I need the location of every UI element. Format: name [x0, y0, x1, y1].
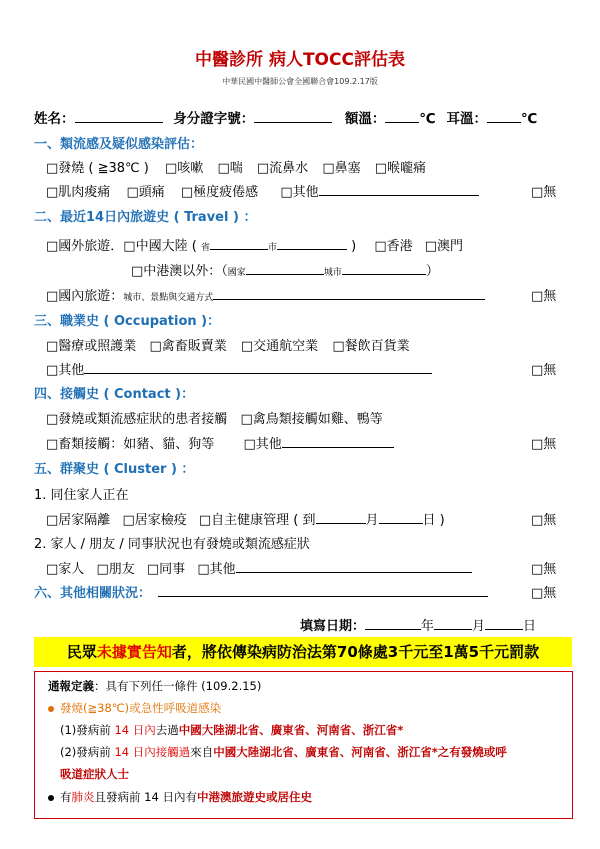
notice-sub-1-b: 14 日內 — [114, 723, 156, 737]
checkbox-nasal-congestion[interactable]: □鼻塞 — [322, 161, 361, 176]
section-occupation-heading: 三、職業史 ( Occupation )： — [34, 314, 221, 329]
checkbox-occupation-other[interactable]: □其他 — [46, 363, 85, 378]
checkbox-medical[interactable]: □醫療或照護業 — [46, 339, 137, 354]
notice-sub-1-c: 去過 — [155, 723, 179, 737]
city2-field[interactable] — [342, 262, 426, 275]
checkbox-contact-none[interactable]: □無 — [531, 437, 557, 452]
notice-title-rest: ：具有下列任一條件 (109.2.15) — [94, 679, 262, 693]
checkbox-poultry-trade[interactable]: □禽畜販賣業 — [149, 339, 227, 354]
month-field[interactable] — [434, 617, 472, 630]
form-version: 中華民國中醫師公會全國聯合會109.2.17版 — [222, 77, 378, 86]
checkbox-travel-none[interactable]: □無 — [531, 289, 557, 304]
checkbox-friend[interactable]: □朋友 — [96, 562, 135, 577]
until-month-field[interactable] — [316, 511, 366, 524]
forehead-temp-label: 額溫： — [344, 111, 386, 127]
travel-row-3 — [46, 285, 485, 304]
cluster-other-field[interactable] — [236, 560, 472, 573]
travel-row-1 — [46, 235, 463, 254]
checkbox-runny-nose[interactable]: □流鼻水 — [256, 161, 309, 176]
checkbox-abroad[interactable]: □國外旅遊． — [46, 239, 124, 254]
patient-info-row — [34, 107, 537, 127]
china-close-paren: ) — [351, 239, 357, 254]
domestic-field[interactable] — [213, 287, 485, 300]
section-symptoms-heading: 一、類流感及疑似感染評估： — [34, 137, 204, 152]
contact-other-field[interactable] — [282, 435, 394, 448]
fill-date-label: 填寫日期： — [300, 619, 366, 634]
forehead-temp-field[interactable] — [385, 110, 419, 123]
domestic-hint: 城市、景點與交通方式 — [123, 293, 214, 303]
day-label: 日 — [523, 619, 537, 634]
cluster-row-1 — [46, 509, 445, 528]
warning-text — [34, 641, 572, 662]
symptoms-row-2 — [46, 181, 479, 200]
checkbox-headache[interactable]: □頭痛 — [126, 185, 165, 200]
checkbox-sore-throat[interactable]: □喉嚨痛 — [374, 161, 427, 176]
travel-row-2 — [131, 260, 439, 279]
name-field[interactable] — [75, 110, 163, 123]
province-field[interactable] — [210, 237, 268, 250]
fill-date-row — [300, 615, 536, 634]
temp-unit: ℃ — [419, 111, 436, 127]
occupation-other-field[interactable] — [84, 361, 432, 374]
notice-sub-2-d: 中國大陸湖北省、廣東省、河南省、浙江省*之有發燒或呼 — [213, 745, 507, 759]
notice-sub-2-b: 14 日內接觸過 — [114, 745, 191, 759]
notice-item-2-b: 肺炎 — [71, 790, 95, 804]
notice-item-2 — [48, 789, 312, 805]
until-day-field[interactable] — [379, 511, 423, 524]
id-label: 身分證字號： — [173, 111, 255, 127]
form-title: 中醫診所 病人TOCC評估表 — [195, 50, 405, 70]
notice-sub-2-c: 來自 — [190, 745, 214, 759]
cluster-question-2: 2. 家人 / 朋友 / 同事狀況也有發燒或類流感症狀 — [34, 537, 310, 552]
city-field[interactable] — [277, 237, 347, 250]
notice-sub-1-d: 中國大陸湖北省、廣東省、河南省、浙江省* — [178, 723, 404, 737]
notice-sub-2-e: 吸道症狀人士 — [60, 767, 129, 781]
checkbox-cluster-other[interactable]: □其他 — [197, 562, 236, 577]
month-label: 月 — [472, 619, 486, 634]
id-field[interactable] — [254, 110, 332, 123]
notice-sub-1-a: (1)發病前 — [60, 723, 115, 737]
year-label: 年 — [421, 619, 435, 634]
checkbox-hongkong[interactable]: □香港 — [374, 239, 413, 254]
checkbox-self-health-mgmt[interactable]: □自主健康管理 ( 到 — [198, 513, 316, 528]
contact-row-2 — [46, 433, 394, 452]
contact-row-1 — [46, 408, 383, 427]
cluster-row-2 — [46, 558, 472, 577]
ear-temp-field[interactable] — [487, 110, 521, 123]
name-label: 姓名： — [34, 111, 75, 127]
bullet-icon — [48, 706, 54, 712]
checkbox-colleague[interactable]: □同事 — [146, 562, 186, 577]
symptoms-row-1 — [46, 157, 426, 176]
warning-suffix: 者，將依傳染病防治法第70條處3千元至1萬5千元罰款 — [171, 643, 540, 661]
checkbox-fatigue[interactable]: □極度疲倦感 — [180, 185, 259, 200]
notice-title: 通報定義 — [48, 679, 94, 693]
checkbox-wheeze[interactable]: □喘 — [217, 161, 243, 176]
day-label: 日 ) — [422, 513, 445, 528]
checkbox-catering[interactable]: □餐飲百貨業 — [332, 339, 410, 354]
checkbox-outside-region[interactable]: □中港澳以外：（ — [131, 264, 228, 279]
notice-item-1 — [48, 700, 221, 716]
checkbox-symptoms-none[interactable]: □無 — [531, 185, 557, 200]
checkbox-transport[interactable]: □交通航空業 — [240, 339, 319, 354]
notice-item-2-a: 有 — [60, 790, 72, 804]
symptom-other-field[interactable] — [319, 183, 479, 196]
checkbox-occupation-none[interactable]: □無 — [531, 363, 557, 378]
notice-sub-2-a: (2)發病前 — [60, 745, 115, 759]
month-label: 月 — [365, 513, 379, 528]
outside-close-paren: ） — [425, 264, 439, 279]
notice-item-2-d: 中港澳旅遊史或居住史 — [196, 790, 312, 804]
notice-sub-2 — [60, 744, 507, 760]
checkbox-fever[interactable]: □發燒 ( ≧38℃ ) — [46, 161, 149, 176]
day-field[interactable] — [485, 617, 523, 630]
country-label: 國家 — [227, 268, 246, 278]
checkbox-fever-patient-contact[interactable]: □發燒或類流感症狀的患者接觸 — [46, 412, 228, 427]
checkbox-home-isolation[interactable]: □居家隔離 — [46, 513, 111, 528]
warning-highlight: 未據實告知 — [96, 643, 172, 661]
occupation-row-1 — [46, 335, 410, 354]
year-field[interactable] — [365, 617, 421, 630]
country-field[interactable] — [246, 262, 324, 275]
checkbox-bird-contact[interactable]: □禽鳥類接觸如雞、鴨等 — [240, 412, 383, 427]
checkbox-contact-other[interactable]: □其他 — [243, 437, 282, 452]
temp-unit: ℃ — [520, 111, 538, 127]
checkbox-cluster-1-none[interactable]: □無 — [531, 513, 557, 528]
checkbox-symptom-other[interactable]: □其他 — [280, 185, 319, 200]
checkbox-cough[interactable]: □咳嗽 — [165, 161, 204, 176]
checkbox-domestic[interactable]: □國內旅遊： — [46, 289, 124, 304]
occupation-row-2 — [46, 359, 432, 378]
section-cluster-heading: 五、群聚史 ( Cluster ) ： — [34, 462, 195, 477]
notice-sub-2-cont — [60, 766, 129, 782]
section-other-heading: 六、其他相關狀況： — [34, 586, 152, 601]
other-status-field[interactable] — [158, 584, 488, 597]
city-label: 市 — [267, 243, 277, 253]
warning-prefix: 民眾 — [66, 643, 97, 661]
section-travel-heading: 二、最近14日內旅遊史 ( Travel ) ： — [34, 210, 257, 225]
checkbox-china[interactable]: □中國大陸 ( — [123, 239, 197, 254]
checkbox-macau[interactable]: □澳門 — [424, 239, 464, 254]
checkbox-other-none[interactable]: □無 — [531, 586, 557, 601]
city2-label: 城市 — [323, 268, 342, 278]
checkbox-home-quarantine[interactable]: □居家檢疫 — [122, 513, 187, 528]
notice-item-2-c: 且發病前 14 日內有 — [94, 790, 197, 804]
notice-sub-1 — [60, 722, 403, 738]
checkbox-cluster-2-none[interactable]: □無 — [531, 562, 557, 577]
notice-title-row — [48, 678, 261, 694]
notice-item-1-text: 發燒(≧38℃)或急性呼吸道感染 — [60, 701, 222, 715]
checkbox-livestock-contact[interactable]: □畜類接觸：如豬、貓、狗等 — [46, 437, 215, 452]
bullet-icon — [48, 795, 54, 801]
province-label: 省 — [200, 243, 210, 253]
section-contact-heading: 四、接觸史 ( Contact )： — [34, 387, 195, 402]
checkbox-family[interactable]: □家人 — [46, 562, 85, 577]
ear-temp-label: 耳溫： — [446, 111, 487, 127]
cluster-question-1: 1. 同住家人正在 — [34, 488, 129, 503]
checkbox-muscle-ache[interactable]: □肌肉痠痛 — [46, 185, 111, 200]
